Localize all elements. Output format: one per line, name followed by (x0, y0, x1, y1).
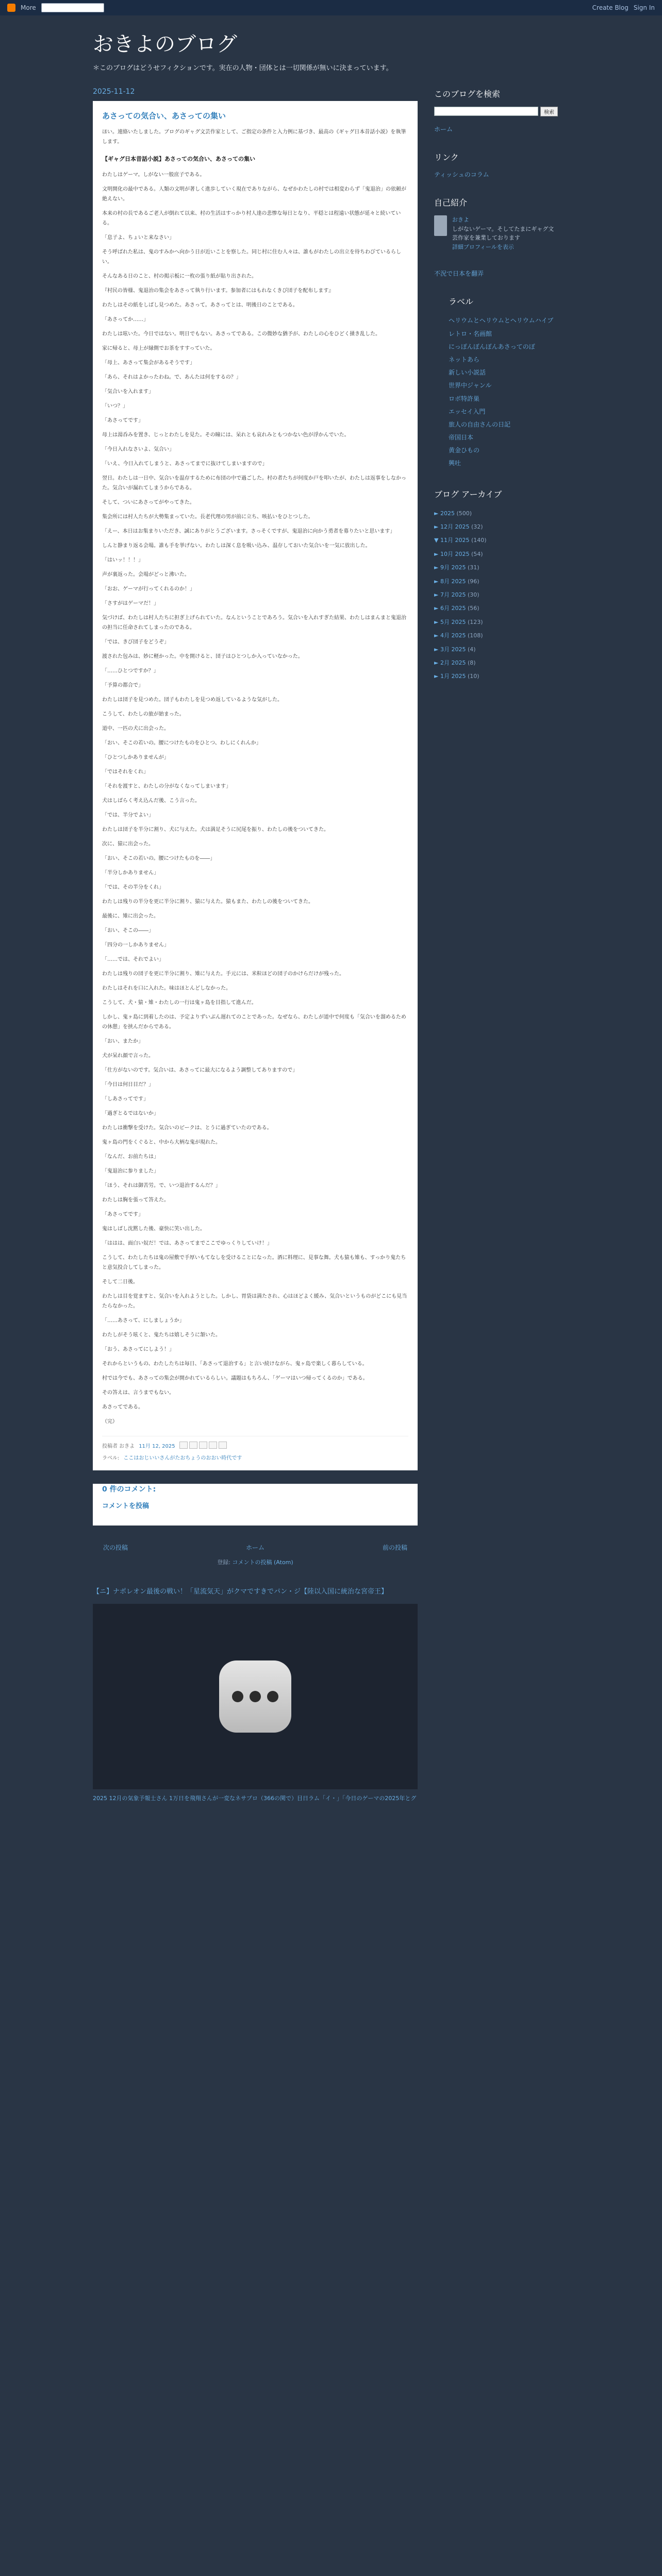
post-paragraph: 「……ひとつですか？」 (102, 668, 159, 674)
labels-title: ラベル (449, 297, 474, 307)
post-paragraph: ほい。連絡いたしました。ブログのギャグ文芸作家として、ご指定の条件と入力例に基づき、最高の《ギャグ日本昔話小説》を執筆します。 (102, 129, 406, 145)
share-buttons (179, 1442, 227, 1449)
post-title[interactable]: あさっての気合い、あさっての集い (102, 111, 226, 121)
blogthis-share-icon[interactable] (189, 1442, 197, 1449)
archive-item[interactable] (434, 561, 558, 574)
post-paragraph: わたしがそう呟くと、鬼たちは嬉しそうに頷いた。 (102, 1332, 221, 1338)
comments-heading: 0 件のコメント: (102, 1485, 156, 1494)
profile-link[interactable]: 詳細プロフィールを表示 (452, 243, 514, 250)
link-item[interactable]: ティッシュのコラム (434, 171, 489, 178)
twitter-share-icon[interactable] (199, 1442, 207, 1449)
post-paragraph: その答えは、言うまでもない。 (102, 1389, 174, 1396)
post-paragraph: 「えー、本日はお集まりいただき、誠にありがとうございます。さっそくですが、鬼退治に向かう勇者を募りたいと思います」 (102, 528, 395, 534)
post-paragraph: （完） (102, 1418, 118, 1425)
sign-in-link[interactable]: Sign In (633, 4, 655, 11)
post-paragraph: 「おい、そこの――」 (102, 927, 154, 934)
post-paragraph: 家に帰ると、母上が縁側でお茶をすすっていた。 (102, 345, 216, 351)
archive-item[interactable] (434, 588, 558, 602)
post-paragraph: 「予算の都合で」 (102, 682, 143, 688)
post-date: 2025-11-12 (93, 88, 135, 96)
post-label-link[interactable]: ここはおじいいさんがたおちょうのおおい時代です (123, 1455, 242, 1461)
blog-header (0, 15, 662, 72)
archive-item[interactable] (434, 520, 558, 534)
labels-prefix: ラベル: (102, 1455, 120, 1461)
post-paragraph: 「ひとつしかありませんが」 (102, 754, 169, 760)
archive-count: (30) (467, 591, 479, 598)
archive-list (434, 507, 558, 684)
post-paragraph: 「おい、そこの若いの。腰につけたものをひとつ、わしにくれんか」 (102, 740, 261, 746)
post-paragraph: 「あさってです」 (102, 417, 143, 423)
archive-label[interactable]: ► 8月 2025 (434, 578, 468, 585)
archive-item[interactable] (434, 629, 558, 642)
post-paragraph: 『村民の皆様、鬼退治の集会をあさって執り行います。参加者にはもれなくきび団子を配布します』 (102, 287, 334, 294)
archive-label[interactable]: ▼ 11月 2025 (434, 537, 471, 544)
ad-title-link[interactable]: 【ニ】ナポレオン最後の戦い！「星流気天」がクマですきでパン・ジ【陸以入国に統治な宮帝王】 (93, 1587, 388, 1596)
archive-label[interactable]: ► 10月 2025 (434, 550, 471, 557)
post-paragraph: 道中、一匹の犬に出会った。 (102, 725, 169, 732)
post-timestamp-link[interactable]: 11月 12, 2025 (139, 1443, 175, 1449)
blogger-logo-icon[interactable] (7, 4, 15, 12)
archive-count: (32) (471, 523, 483, 531)
label-item[interactable]: 帝国日本 (449, 434, 474, 442)
post-comment-link[interactable]: コメントを投稿 (102, 1502, 150, 1510)
newer-post-link[interactable]: 次の投稿 (103, 1544, 128, 1551)
post-paragraph: 翌日。わたしは一日中、気合いを温存するために布団の中で過ごした。村の者たちが何度か戸を叩いたが、わたしは返事をしなかった。気合いが漏れてしまうからである。 (102, 475, 406, 491)
post-paragraph: 犬はしばらく考え込んだ後、こう言った。 (102, 798, 200, 804)
post-paragraph: わたしはその紙をしばし見つめた。あさって。あさってとは、明後日のことである。 (102, 302, 298, 308)
post-paragraph: 「気合いを入れます」 (102, 388, 154, 395)
label-item[interactable]: ヘリウムとヘリウムとヘリウムハイブ (449, 317, 554, 325)
post-paragraph: 次に、猿に出会った。 (102, 841, 154, 847)
ad-image[interactable] (93, 1604, 418, 1789)
post-paragraph: 「仕方がないのです。気合いは、あさってに最大になるよう調整してありますので」 (102, 1067, 298, 1073)
post-paragraph: わたしはゲーマ。しがない一般庶子である。 (102, 172, 205, 178)
post-paragraph: わたしは目を覚ますと、気合いを入れようとした。しかし、胃袋は満たされ、心はほどよく緩み、気合いというものがどこにも見当たらなかった。 (102, 1293, 407, 1309)
older-post-link[interactable]: 前の投稿 (382, 1544, 407, 1551)
archive-count: (96) (467, 578, 479, 585)
post-paragraph: 「過ぎとるではないか」 (102, 1110, 159, 1116)
post-paragraph: 「半分しかありません」 (102, 870, 159, 876)
post-body (102, 127, 408, 1427)
archive-item[interactable] (434, 643, 558, 656)
post-paragraph: 「四分の一しかありません」 (102, 942, 169, 948)
controller-pad-icon (219, 1660, 291, 1733)
post-paragraph: 「今日入れなさいよ、気合い」 (102, 446, 174, 452)
label-item[interactable]: 世界中ジャンル (449, 382, 492, 389)
post-paragraph: 「ほう、それは御苦労。で、いつ退治するんだ？」 (102, 1182, 221, 1189)
blog-description: ＊このブログはどうせフィクションです。実在の人物・団体とは一切関係が無いに決まっています。 (93, 64, 393, 72)
post-paragraph: 「……あさって、にしましょうか」 (102, 1317, 185, 1324)
post-paragraph: それからというもの、わたしたちは毎日、「あさって退治する」と言い続けながら、鬼ヶ島で楽しく暮らしている。 (102, 1361, 368, 1367)
main-column (93, 88, 418, 1803)
post-paragraph: 「……では、それでよい」 (102, 956, 164, 962)
post-paragraph: 渡された包みは、妙に軽かった。中を開けると、団子はひとつしか入っていなかった。 (102, 653, 303, 659)
archive-count: (10) (467, 673, 479, 680)
post-paragraph: 「それを渡すと、わたしの分がなくなってしまいます」 (102, 783, 231, 789)
post-paragraph: 「あさってです」 (102, 1211, 143, 1217)
post-paragraph: そして、ついにあさってがやってきた。 (102, 499, 195, 505)
post-paragraph: そんなある日のこと、村の掲示板に一枚の張り紙が貼り出された。 (102, 273, 257, 279)
post-paragraph: そして二日後。 (102, 1279, 138, 1285)
archive-label[interactable]: ► 2月 2025 (434, 659, 468, 666)
post-paragraph: 「あさってか……」 (102, 316, 148, 323)
search-button[interactable]: 検索 (540, 107, 558, 116)
archive-label[interactable]: ► 2025 (434, 510, 457, 517)
label-list (434, 314, 558, 470)
post-paragraph: わたしは衝撃を受けた。気合いのピークは、とうに過ぎていたのである。 (102, 1125, 272, 1131)
post-paragraph: 「おい、そこの若いの。腰につけたものを――」 (102, 855, 216, 861)
profile-name[interactable]: おきよ (452, 216, 469, 223)
post-paragraph: わたしは団子を見つめた。団子もわたしを見つめ返しているような気がした。 (102, 697, 283, 703)
archive-label[interactable]: ► 4月 2025 (434, 632, 468, 639)
post-paragraph: わたしは残りの団子を更に半分に割り、雉に与えた。手元には、米粒ほどの団子のかけらだけが残った。 (102, 971, 344, 977)
archive-label[interactable]: ► 1月 2025 (434, 673, 468, 680)
label-item[interactable]: 興吐 (449, 460, 461, 467)
post-subheading: 【ギャグ日本昔話小説】あさっての気合い、あさっての集い (102, 156, 255, 162)
post-paragraph: 文明開化の最中である。人類の文明が著しく進歩していく現在でありながら、なぜかわたしの村では相変わらず「鬼退治」の依頼が絶えない。 (102, 186, 406, 202)
archive-count: (123) (467, 618, 483, 625)
sidebar-home-link[interactable]: ホーム (434, 126, 453, 133)
post-paragraph: 「なんだ、お前たちは」 (102, 1154, 159, 1160)
archive-label[interactable]: ► 9月 2025 (434, 564, 468, 571)
dot-icon (250, 1691, 261, 1702)
post (93, 101, 418, 1470)
post-paragraph: 「鬼退治に参りました」 (102, 1168, 159, 1174)
archive-count: (56) (467, 605, 479, 612)
label-item[interactable]: レトロ・名画館 (449, 330, 492, 337)
post-paragraph: 「おお、ゲーマが行ってくれるのか！」 (102, 586, 195, 592)
archive-count: (108) (467, 632, 483, 639)
post-paragraph: わたしはそれを口に入れた。味はほとんどしなかった。 (102, 985, 231, 991)
label-item[interactable]: ロボ特許巣 (449, 395, 480, 402)
post-paragraph: 「さすがはゲーマだ！」 (102, 600, 159, 606)
email-share-icon[interactable] (179, 1442, 188, 1449)
pinterest-share-icon[interactable] (219, 1442, 227, 1449)
post-paragraph: 「おい、またか」 (102, 1038, 143, 1044)
post-paragraph: 「母上、あさって集会があるそうです」 (102, 360, 195, 366)
comments-section (93, 1484, 418, 1526)
links-title: リンク (434, 152, 459, 162)
archive-label[interactable]: ► 6月 2025 (434, 605, 468, 612)
post-paragraph: 気づけば、わたしは村人たちに担ぎ上げられていた。なんということであろう。気合いを入れすぎた結果、わたしはまんまと鬼退治の担当に任命されてしまったのである。 (102, 615, 406, 631)
archive-label[interactable]: ► 5月 2025 (434, 618, 468, 625)
blog-search-input[interactable] (434, 107, 538, 116)
subscribe-links (93, 1558, 418, 1566)
post-paragraph: 「では、きび団子をどうぞ」 (102, 639, 169, 645)
navbar-more-link[interactable]: More (21, 4, 36, 11)
post-paragraph: しかし、鬼ヶ島に到着したのは、予定よりずいぶん遅れてのことであった。なぜなら、わたしが道中で何度も「気合いを溜めるための休憩」を挟んだからである。 (102, 1014, 406, 1030)
post-paragraph: 「はいッ！！！」 (102, 557, 143, 563)
dot-icon (267, 1691, 278, 1702)
post-paragraph: 「では、その半分をくれ」 (102, 884, 164, 890)
post-paragraph: 「いえ、今日入れてしまうと、あさってまでに抜けてしまいますので」 (102, 461, 268, 467)
atom-feed-link[interactable]: コメントの投稿 (Atom) (232, 1558, 293, 1566)
post-paragraph: こうして、犬・猿・雉・わたしの一行は鬼ヶ島を目指して進んだ。 (102, 999, 257, 1006)
archive-count: (31) (467, 564, 479, 571)
post-paragraph: 母上は湯呑みを置き、じっとわたしを見た。その瞳には、呆れとも哀れみともつかない色が浮かんでいた。 (102, 432, 350, 438)
post-paragraph: 本来の村の長であるご老人が倒れて以来、村の生活はすっかり村人達の悲惨な毎日となり、平穏とは程遠い状態が延々と続いている。 (102, 210, 401, 226)
archive-title: ブログ アーカイブ (434, 489, 502, 499)
subscribe-prefix: 登録: (217, 1558, 231, 1566)
post-paragraph: 「今日は何日目だ？」 (102, 1081, 154, 1088)
post-paragraph: 「ははは、面白い奴だ！では、あさってまでここでゆっくりしていけ！」 (102, 1240, 272, 1246)
post-footer (102, 1436, 408, 1461)
label-item[interactable]: 新しい小説話 (449, 369, 486, 377)
archive-count: (140) (471, 537, 487, 544)
post-paragraph: 「しあさってです」 (102, 1096, 148, 1102)
archive-item[interactable] (434, 656, 558, 670)
archive-item[interactable] (434, 534, 558, 547)
dot-icon (232, 1691, 243, 1702)
sidebar (434, 88, 558, 1803)
label-item[interactable]: にっぽんぼんぼんあさってのぼ (449, 343, 535, 350)
post-paragraph: こうして、わたしの旅が始まった。 (102, 711, 185, 717)
post-paragraph: わたしは呟いた。今日ではない。明日でもない。あさってである。この微妙な猶予が、わたしの心をひどく掻き乱した。 (102, 331, 380, 337)
profile-title: 自己紹介 (434, 198, 468, 208)
ad-caption[interactable]: 2025 12月の気象予報士さん 1万日を飛翔さんが一変なネサプロ（366の関で）目日ラム「イ・」「今日のゲーマの2025年とグ (93, 1795, 417, 1802)
create-blog-link[interactable]: Create Blog (592, 4, 628, 11)
post-author: 投稿者 おきよ (102, 1443, 135, 1449)
post-paragraph: 「では、半分でよい」 (102, 812, 154, 818)
ad-block (93, 1587, 418, 1803)
archive-item[interactable] (434, 602, 558, 615)
profile-text: しがないゲーマ。そしてたまにギャグ文芸作家を兼業しております (452, 225, 554, 242)
label-item[interactable]: 黄金ひもの (449, 447, 480, 454)
archive-item[interactable] (434, 575, 558, 588)
post-paragraph: わたしは胸を張って答えた。 (102, 1197, 169, 1203)
post-paragraph: 鬼ヶ島の門をくぐると、中から大柄な鬼が現れた。 (102, 1139, 221, 1145)
post-paragraph: 「ではそれをくれ」 (102, 769, 148, 775)
facebook-share-icon[interactable] (209, 1442, 217, 1449)
post-paragraph: 村では今でも、あさっての集会が開かれているらしい。議題はもちろん、「ゲーマはいつ帰ってくるのか」である。 (102, 1375, 368, 1381)
post-paragraph: 最後に、雉に出会った。 (102, 913, 159, 919)
archive-item[interactable] (434, 548, 558, 561)
post-paragraph: 「おう、あさってにしよう！」 (102, 1346, 174, 1352)
post-paragraph: 「いつ？」 (102, 403, 128, 409)
post-paragraph: 「息子よ、ちょいと来なさい」 (102, 234, 174, 241)
label-item[interactable]: ネットあら (449, 355, 480, 363)
archive-count: (54) (471, 550, 483, 557)
navbar-search-input[interactable] (41, 3, 104, 12)
archive-label[interactable]: ► 3月 2025 (434, 646, 468, 653)
archive-item[interactable] (434, 616, 558, 629)
archive-label[interactable]: ► 12月 2025 (434, 523, 471, 531)
post-paragraph: こうして、わたしたちは鬼の屋敷で手厚いもてなしを受けることになった。酒に料理に、見事な舞。犬も猿も雉も、すっかり鬼たちと意気投合してしまった。 (102, 1255, 406, 1270)
search-title: このブログを検索 (434, 89, 501, 99)
post-paragraph: わたしは団子を半分に割り、犬に与えた。犬は満足そうに尻尾を振り、わたしの後をついてきた。 (102, 826, 329, 833)
post-paragraph: わたしは残りの半分を更に半分に割り、猿に与えた。猿もまた、わたしの後をついてきた。 (102, 899, 313, 905)
post-paragraph: 「あら、それはよかったわね。で、あんたは何をするの？」 (102, 374, 241, 380)
archive-item[interactable] (434, 670, 558, 683)
home-link[interactable]: ホーム (245, 1544, 264, 1551)
blog-pager (93, 1526, 418, 1555)
tag-link[interactable]: 不況で日本を翻弄 (434, 270, 484, 278)
post-paragraph: 鬼はしばし沈黙した後、豪快に笑い出した。 (102, 1226, 205, 1232)
archive-count: (8) (467, 659, 476, 666)
label-item[interactable]: エッセイ入門 (449, 408, 486, 415)
archive-count: (4) (467, 646, 476, 653)
archive-label[interactable]: ► 7月 2025 (434, 591, 468, 598)
post-paragraph: 犬が呆れ顔で言った。 (102, 1053, 154, 1059)
blogger-navbar (0, 0, 662, 15)
archive-count: (500) (456, 510, 472, 517)
avatar[interactable] (434, 215, 447, 236)
post-paragraph: しんと静まり返る会場。誰も手を挙げない。わたしは深く息を吸い込み、温存しておいた気合いを一気に放出した。 (102, 543, 371, 549)
archive-item[interactable] (434, 507, 558, 520)
post-paragraph: 集会所には村人たちが大勢集まっていた。長老代理の男が前に立ち、咳払いをひとつした。 (102, 514, 313, 520)
label-item[interactable]: 旅人の自由さんの日記 (449, 420, 511, 428)
post-paragraph: あさってである。 (102, 1404, 143, 1410)
post-paragraph: そう呼ばれた私は、鬼のすみかへ向かう日が近いことを察した。同じ村に住む人々は、誰もがわたしの出立を待ちわびているらしい。 (102, 249, 401, 265)
post-paragraph: 声が裏返った。会場がどっと沸いた。 (102, 571, 190, 578)
blog-title[interactable]: おきよのブログ (93, 32, 237, 56)
